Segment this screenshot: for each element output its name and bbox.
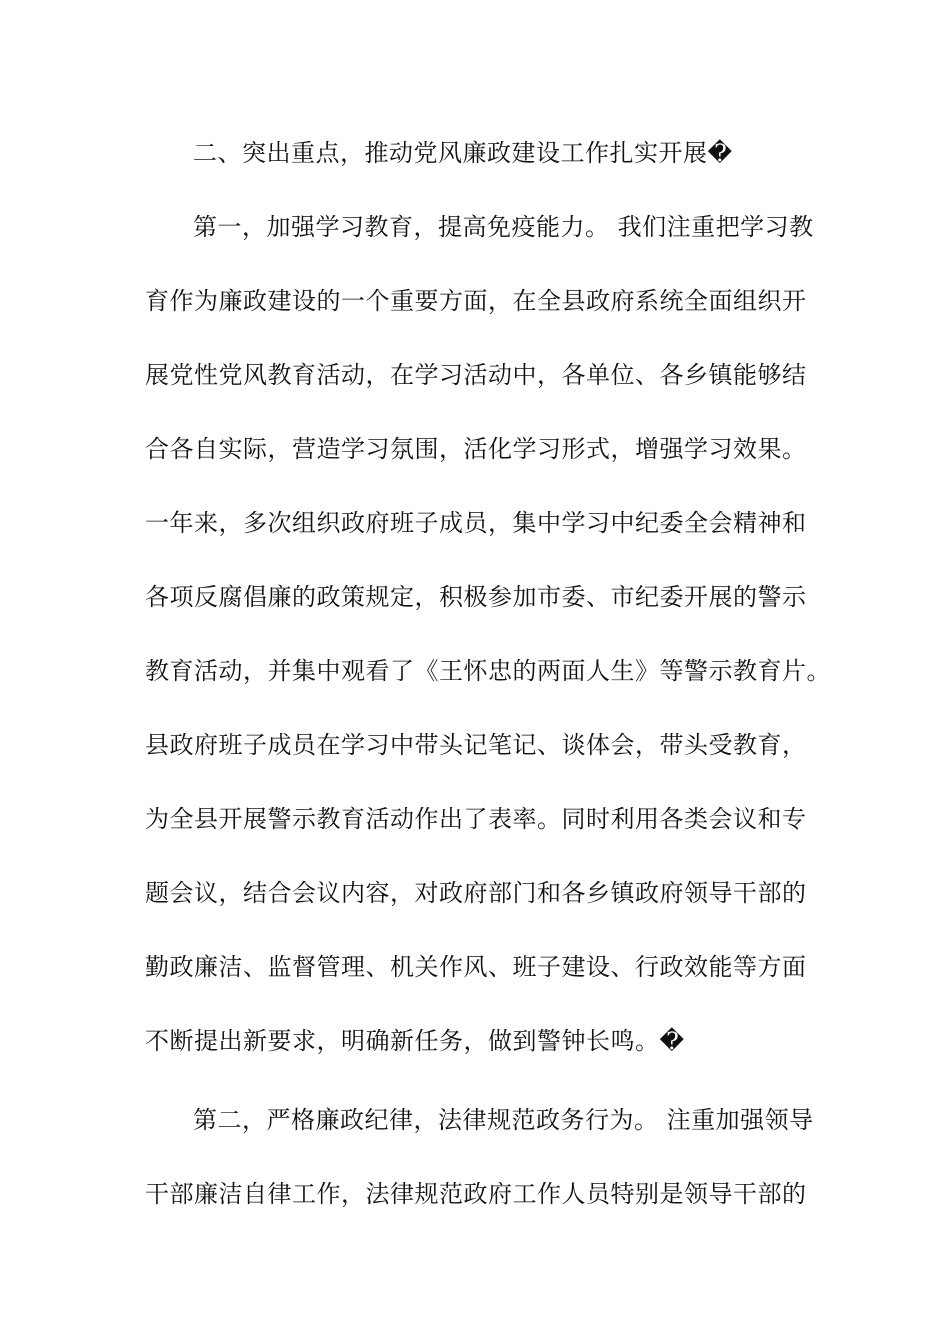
paragraph-line: 不断提出新要求，明确新任务，做到警钟长鸣。�: [145, 1027, 685, 1055]
paragraph-line: 为全县开展警示教育活动作出了表率。同时利用各类会议和专: [145, 805, 807, 833]
paragraph-line: 展党性党风教育活动，在学习活动中，各单位、各乡镇能够结: [145, 361, 807, 389]
paragraph-line: 干部廉洁自律工作，法律规范政府工作人员特别是领导干部的: [145, 1180, 807, 1208]
section-heading: 二、突出重点，推动党风廉政建设工作扎实开展�: [193, 139, 733, 167]
paragraph-line: 第二，严格廉政纪律，法律规范政务行为。 注重加强领导: [193, 1106, 814, 1134]
paragraph-line: 勤政廉洁、监督管理、机关作风、班子建设、行政效能等方面: [145, 953, 807, 981]
paragraph-line: 一年来，多次组织政府班子成员，集中学习中纪委全会精神和: [145, 509, 807, 537]
paragraph-line: 县政府班子成员在学习中带头记笔记、谈体会，带头受教育，: [145, 731, 807, 759]
paragraph-line: 育作为廉政建设的一个重要方面，在全县政府系统全面组织开: [145, 287, 807, 315]
paragraph-line: 合各自实际，营造学习氛围，活化学习形式，增强学习效果。: [145, 435, 807, 463]
paragraph-line: 第一，加强学习教育，提高免疫能力。 我们注重把学习教: [193, 213, 814, 241]
paragraph-line: 题会议，结合会议内容，对政府部门和各乡镇政府领导干部的: [145, 879, 807, 907]
paragraph-line: 各项反腐倡廉的政策规定，积极参加市委、市纪委开展的警示: [145, 583, 807, 611]
paragraph-line: 教育活动，并集中观看了《王怀忠的两面人生》等警示教育片。: [145, 657, 831, 685]
